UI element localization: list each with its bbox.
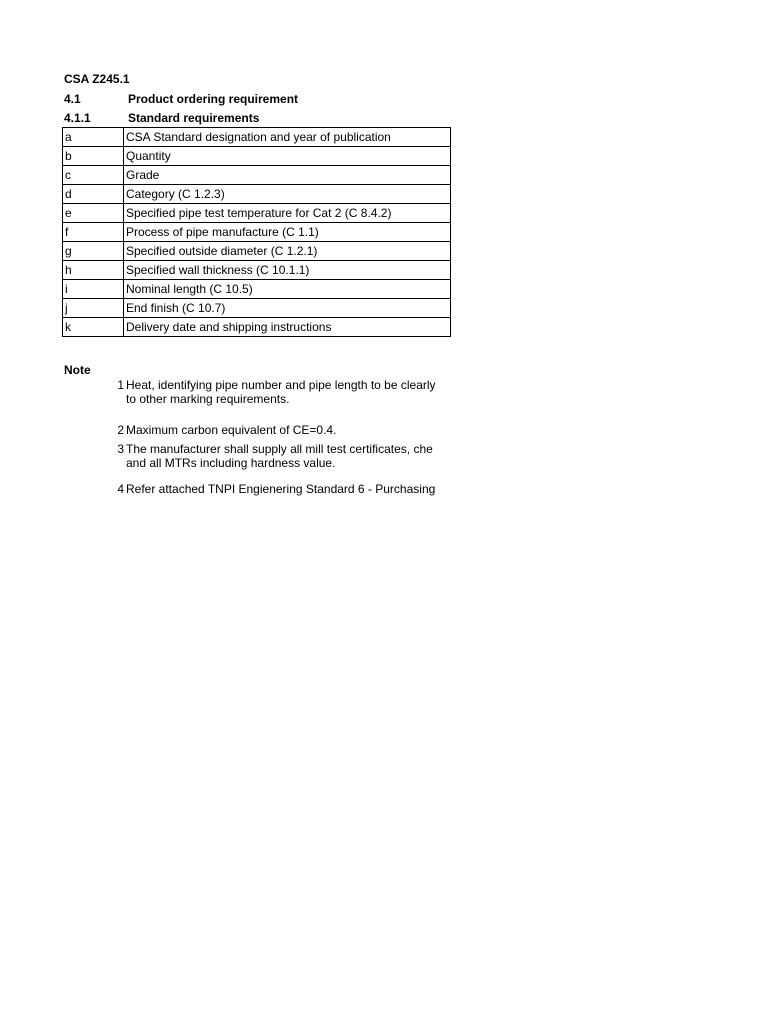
table-row (63, 280, 451, 299)
table-row (63, 299, 451, 318)
note-number: 2 (117, 423, 124, 437)
note-number: 3 (117, 442, 124, 456)
section-title: Standard requirements (128, 111, 260, 125)
requirement-text: Category (C 1.2.3) (124, 185, 451, 204)
note-item (110, 442, 433, 470)
note-text: Refer attached TNPI Engienering Standard 6 - Purchasing (126, 482, 436, 496)
table-row (63, 128, 451, 147)
document-title: CSA Z245.1 (64, 72, 130, 86)
requirement-text: CSA Standard designation and year of publication (124, 128, 451, 147)
requirement-key: d (63, 185, 124, 204)
requirement-text: Nominal length (C 10.5) (124, 280, 451, 299)
note-text: Heat, identifying pipe number and pipe length to be clearly to other marking requirements. (126, 378, 436, 406)
requirement-key: h (63, 261, 124, 280)
note-text: The manufacturer shall supply all mill test certificates, che and all MTRs including hardness value. (126, 442, 433, 470)
table-row (63, 204, 451, 223)
section-heading-4-1 (64, 92, 298, 106)
section-number: 4.1.1 (64, 111, 91, 125)
section-number: 4.1 (64, 92, 81, 106)
requirement-key: e (63, 204, 124, 223)
requirement-key: k (63, 318, 124, 337)
requirement-key: j (63, 299, 124, 318)
requirement-key: c (63, 166, 124, 185)
requirement-text: Quantity (124, 147, 451, 166)
note-number: 4 (117, 482, 124, 496)
section-heading-4-1-1 (64, 111, 259, 125)
requirement-text: Process of pipe manufacture (C 1.1) (124, 223, 451, 242)
table-row (63, 223, 451, 242)
notes-list (110, 378, 451, 508)
table-row (63, 242, 451, 261)
requirement-text: Specified wall thickness (C 10.1.1) (124, 261, 451, 280)
note-number: 1 (117, 378, 124, 392)
requirement-text: Grade (124, 166, 451, 185)
table-row (63, 185, 451, 204)
table-row (63, 166, 451, 185)
requirement-text: Specified pipe test temperature for Cat 2 (C 8.4.2) (124, 204, 451, 223)
requirement-text: Specified outside diameter (C 1.2.1) (124, 242, 451, 261)
note-label: Note (64, 363, 91, 377)
requirement-key: f (63, 223, 124, 242)
requirement-key: a (63, 128, 124, 147)
note-text: Maximum carbon equivalent of CE=0.4. (126, 423, 337, 437)
note-item (110, 482, 435, 496)
table-row (63, 318, 451, 337)
table-row (63, 261, 451, 280)
requirements-table (62, 127, 451, 337)
requirement-key: b (63, 147, 124, 166)
requirement-text: Delivery date and shipping instructions (124, 318, 451, 337)
section-title: Product ordering requirement (128, 92, 299, 106)
requirement-text: End finish (C 10.7) (124, 299, 451, 318)
note-item (110, 423, 336, 437)
requirement-key: i (63, 280, 124, 299)
requirement-key: g (63, 242, 124, 261)
table-row (63, 147, 451, 166)
note-item (110, 378, 436, 406)
